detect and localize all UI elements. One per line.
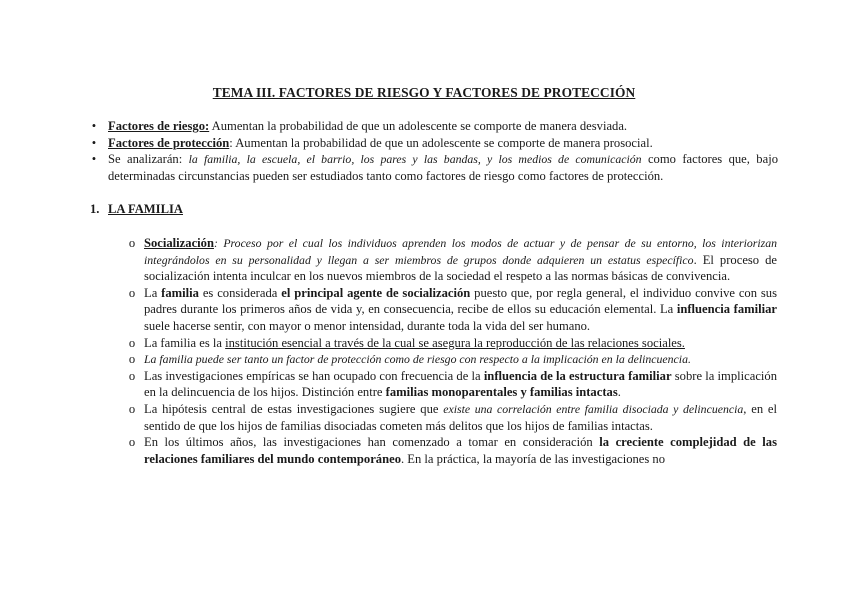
underlined-text: institución esencial a través de la cual se asegura la reproducción de las relaciones sociales. (225, 335, 685, 350)
section-title: LA FAMILIA (108, 202, 183, 216)
section-heading (90, 201, 183, 218)
bold-text: familias monoparentales y familias intactas (385, 385, 618, 400)
sub-list (127, 235, 777, 467)
text-fragment: . En la práctica, la mayoría de las investigaciones no (401, 451, 666, 466)
text-fragment: La hipótesis central de estas investigaciones sugiere que (144, 401, 444, 416)
bold-text: la creciente complejidad de las relaciones familiares del mundo contemporáneo (144, 435, 778, 466)
bold-text: influencia familiar (676, 302, 777, 317)
definition-text: Aumentan la probabilidad de que un adolescente se comporte de manera desviada. (209, 119, 628, 133)
circle-marker: o (128, 335, 136, 350)
list-item (127, 434, 777, 467)
list-item (88, 135, 778, 152)
text-fragment: . (617, 385, 621, 400)
text-fragment: suele hacerse sentir, con mayor o menor intensidad, durante toda la vida del ser humano. (144, 318, 591, 333)
circle-marker: o (128, 401, 136, 416)
list-item (127, 401, 777, 434)
italic-text: la familia, la escuela, el barrio, los pares y las bandas, y los medios de comunicación (188, 152, 642, 167)
text-fragment: como factores que, bajo determinadas circunstancias pueden ser estudiados tanto como factores de riesgo como factores de protección. (108, 152, 778, 183)
definition-text: : Aumentan la probabilidad de que un adolescente se comporte de manera prosocial. (229, 135, 653, 150)
text-fragment: La familia es la (144, 335, 226, 350)
text-fragment: puesto que, por regla general, el individuo convive con sus padres durante los primeros años de vida y, en consecuencia, recibe de ellos su educación elemental. La (144, 285, 778, 317)
term-socializacion: Socialización (144, 236, 214, 250)
list-item (88, 118, 778, 135)
page-title: TEMA III. FACTORES DE RIESGO Y FACTORES DE PROTECCIÓN (212, 85, 636, 100)
list-item (127, 335, 777, 352)
bullet-list (88, 118, 778, 184)
circle-marker: o (128, 352, 136, 367)
bold-text: familia (161, 285, 199, 300)
circle-marker: o (128, 285, 136, 300)
text-fragment: es considerada (198, 285, 282, 300)
text-fragment: , en el sentido de que los hijos de familias disociadas cometen más delitos que los hijos de familias intactas. (144, 401, 778, 433)
bold-text: influencia de la estructura familiar (483, 368, 672, 383)
section-number: 1. (90, 202, 100, 216)
text-fragment: Se analizarán: (108, 152, 189, 167)
text-fragment: La (144, 285, 162, 300)
term-factores-riesgo: Factores de riesgo: (108, 119, 210, 133)
list-item (127, 235, 777, 285)
text-fragment: Las investigaciones empíricas se han ocupado con frecuencia de la (144, 368, 484, 383)
list-item (88, 151, 778, 184)
list-item (127, 351, 777, 368)
italic-text: La familia puede ser tanto un factor de protección como de riesgo con respecto a la implicación en la delincuencia. (144, 352, 691, 367)
circle-marker: o (128, 435, 136, 450)
term-factores-proteccion: Factores de protección (108, 135, 230, 150)
list-item (127, 368, 777, 401)
text-fragment: En los últimos años, las investigaciones han comenzado a tomar en consideración (144, 435, 600, 450)
bullet-marker: • (91, 152, 97, 167)
text-fragment: sobre la implicación en la delincuencia de los hijos. Distinción entre (144, 368, 777, 400)
bold-text: el principal agente de socialización (281, 285, 471, 300)
bullet-marker: • (91, 119, 97, 133)
circle-marker: o (128, 368, 136, 383)
text-fragment: . El proceso de socialización intenta inculcar en los nuevos miembros de la sociedad el respeto a las normas básicas de convivencia. (144, 252, 777, 284)
bullet-marker: • (91, 135, 97, 150)
italic-text: : Proceso por el cual los individuos aprenden los modos de actuar y de pensar de su entorno, los interiorizan integrándolos en su personalidad y llegan a ser miembros de grupos donde adquieren un estatus específico (144, 236, 777, 267)
circle-marker: o (128, 236, 136, 250)
italic-text: existe una correlación entre familia disociada y delincuencia (443, 401, 744, 416)
list-item (127, 285, 777, 335)
